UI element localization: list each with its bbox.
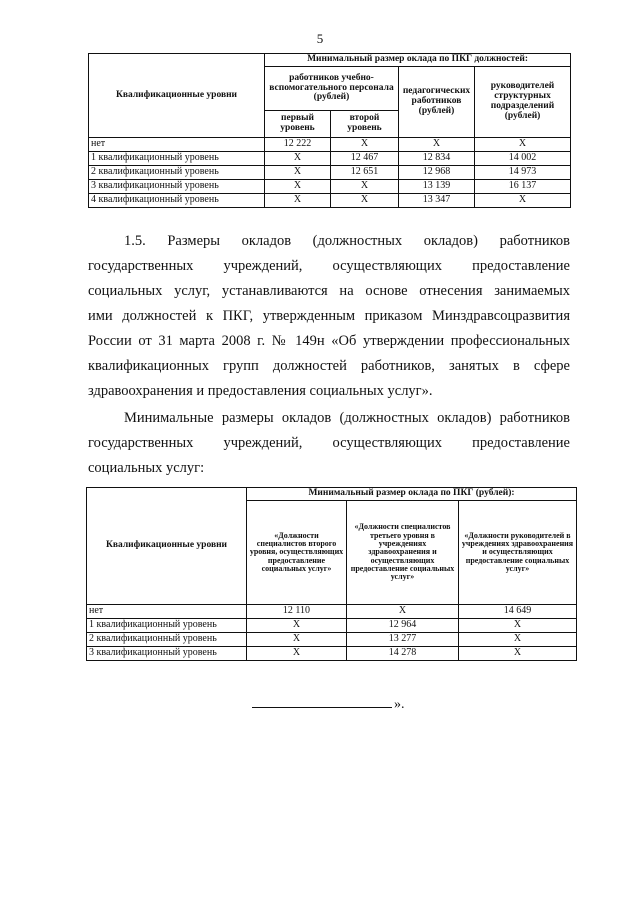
row-label: 2 квалификационный уровень xyxy=(87,633,247,647)
cell-value: X xyxy=(475,138,571,152)
header-managers: «Должности руководителей в учреждениях здравоохранения и осуществляющих предоставление социальных услуг» xyxy=(459,501,577,605)
table-row xyxy=(89,194,571,208)
cell-value: X xyxy=(247,619,347,633)
cell-value: 12 964 xyxy=(347,619,459,633)
cell-value: X xyxy=(399,138,475,152)
cell-value: 12 222 xyxy=(265,138,331,152)
cell-value: X xyxy=(459,619,577,633)
closing-quote: ». xyxy=(394,697,405,712)
table-row xyxy=(87,633,577,647)
paragraph-line: Минимальные размеры окладов (должностных окладов) работников xyxy=(124,410,570,426)
row-label: нет xyxy=(87,605,247,619)
paragraph-line: социальных услуг: xyxy=(88,460,205,476)
cell-value: X xyxy=(265,180,331,194)
header-group: Минимальный размер оклада по ПКГ должностей: xyxy=(265,54,571,67)
row-label: 3 квалификационный уровень xyxy=(87,647,247,661)
table-row xyxy=(89,166,571,180)
paragraph-line: государственных учреждений, осуществляющих предоставление xyxy=(88,435,570,451)
page-number: 5 xyxy=(316,31,324,46)
header-unit-heads: руководителей структурных подразделений (рублей) xyxy=(475,67,571,138)
cell-value: X xyxy=(265,152,331,166)
cell-value: X xyxy=(247,647,347,661)
cell-value: X xyxy=(347,605,459,619)
paragraph-line: социальных услуг, устанавливаются на основе отнесения занимаемых xyxy=(88,283,570,299)
row-label: 1 квалификационный уровень xyxy=(89,152,265,166)
cell-value: 12 110 xyxy=(247,605,347,619)
paragraph-line: здравоохранения и предоставления социальных услуг». xyxy=(88,383,433,399)
header-qualification-levels: Квалификационные уровни xyxy=(87,488,247,605)
cell-value: 12 467 xyxy=(331,152,399,166)
closing-mark xyxy=(252,693,405,713)
paragraph-1-5 xyxy=(88,229,570,404)
header-specialists-level-2: «Должности специалистов второго уровня, осуществляющих предоставление социальных услуг» xyxy=(247,501,347,605)
salary-table-2 xyxy=(86,487,577,661)
cell-value: 14 002 xyxy=(475,152,571,166)
cell-value: X xyxy=(331,194,399,208)
cell-value: X xyxy=(331,138,399,152)
cell-value: 12 968 xyxy=(399,166,475,180)
header-specialists-level-3: «Должности специалистов третьего уровня в учреждениях здравоохранения и осуществляющих предоставление социальных услуг» xyxy=(347,501,459,605)
row-label: 4 квалификационный уровень xyxy=(89,194,265,208)
row-label: 2 квалификационный уровень xyxy=(89,166,265,180)
header-first-level: первый уровень xyxy=(265,111,331,138)
cell-value: 14 278 xyxy=(347,647,459,661)
cell-value: 13 277 xyxy=(347,633,459,647)
cell-value: X xyxy=(265,166,331,180)
table-row xyxy=(89,138,571,152)
header-second-level: второй уровень xyxy=(331,111,399,138)
row-label: нет xyxy=(89,138,265,152)
table-row xyxy=(87,605,577,619)
cell-value: X xyxy=(265,194,331,208)
paragraph-minimal-salaries xyxy=(88,406,570,481)
cell-value: 14 973 xyxy=(475,166,571,180)
header-teachers: педагогических работников (рублей) xyxy=(399,67,475,138)
paragraph-line: квалификационных групп должностей работников, занятых в сфере xyxy=(88,358,570,374)
cell-value: X xyxy=(247,633,347,647)
table-row xyxy=(87,647,577,661)
cell-value: 14 649 xyxy=(459,605,577,619)
header-qualification-levels: Квалификационные уровни xyxy=(89,54,265,138)
cell-value: X xyxy=(331,180,399,194)
header-support-staff: работников учебно-вспомогательного персонала (рублей) xyxy=(265,67,399,111)
row-label: 3 квалификационный уровень xyxy=(89,180,265,194)
paragraph-line: государственных учреждений, осуществляющих предоставление xyxy=(88,258,570,274)
cell-value: X xyxy=(475,194,571,208)
cell-value: X xyxy=(459,633,577,647)
row-label: 1 квалификационный уровень xyxy=(87,619,247,633)
paragraph-line: России от 31 марта 2008 г. № 149н «Об утверждении профессиональных xyxy=(88,333,570,349)
signature-line xyxy=(252,693,392,708)
header-group: Минимальный размер оклада по ПКГ (рублей): xyxy=(247,488,577,501)
table-row xyxy=(87,619,577,633)
cell-value: 13 139 xyxy=(399,180,475,194)
table-row xyxy=(89,180,571,194)
paragraph-line: ими должностей к ПКГ, утвержденным приказом Минздравсоцразвития xyxy=(88,308,570,324)
paragraph-line: 1.5. Размеры окладов (должностных окладов) работников xyxy=(124,233,570,249)
table-row xyxy=(89,152,571,166)
cell-value: 13 347 xyxy=(399,194,475,208)
cell-value: 16 137 xyxy=(475,180,571,194)
salary-table-1 xyxy=(88,53,571,208)
cell-value: X xyxy=(459,647,577,661)
cell-value: 12 651 xyxy=(331,166,399,180)
cell-value: 12 834 xyxy=(399,152,475,166)
